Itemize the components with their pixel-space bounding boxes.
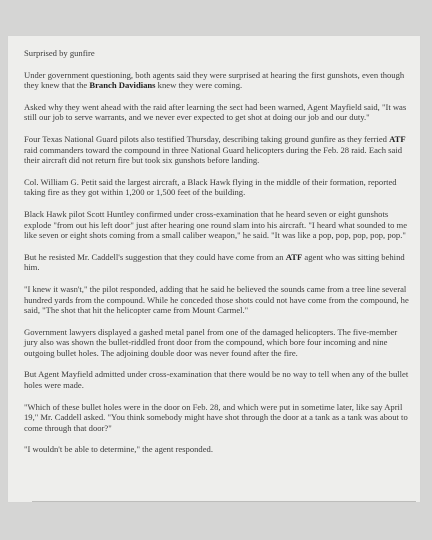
paragraph-1: [24, 70, 412, 91]
paragraph-7: "I knew it wasn't," the pilot responded, adding that he said he believed the sounds came from a tree line several hundred yards from the compound. While he conceded those shots could not have come from the compound, he said, "The shot that hit the helicopter came from Mount Carmel.": [24, 283, 409, 316]
paragraph-11: "I wouldn't be able to determine," the agent responded.: [24, 444, 213, 455]
paragraph-4: Col. William G. Petit said the largest aircraft, a Black Hawk flying in the middle of their formation, reported taking fire as they got within 1,200 or 1,500 feet of the building.: [24, 176, 397, 198]
paragraph-10: "Which of these bullet holes were in the door on Feb. 28, and which were put in sometime later, like say April 19," Mr. Caddell asked. "You think somebody might have shot through the door at a tank as a tank was about to come through that door?": [24, 401, 408, 433]
paragraph-1-text-a: Under government questioning, both agents said they were surprised at hearing the first gunshots, even though they knew that the: [24, 69, 405, 91]
atf-emphasis: ATF: [285, 251, 303, 262]
paragraph-6-text-a: But he resisted Mr. Caddell's suggestion that they could have come from an: [24, 251, 286, 262]
paragraph-6: [24, 252, 412, 273]
paragraph-3: [24, 134, 412, 166]
scanned-page: [8, 36, 420, 502]
paragraph-8: Government lawyers displayed a gashed metal panel from one of the damaged helicopters. The five-member jury also was shown the bullet-riddled front door from the compound, which bore four incoming and nine outgoing bullet holes. The adjoining double door was never found after the fire.: [24, 326, 398, 358]
article-heading: Surprised by gunfire: [24, 48, 95, 58]
paragraph-3-text-c: raid commanders toward the compound in three National Guard helicopters during the Feb. 28 raid. Each said their aircraft did not return fire but took six gunshots before landing.: [24, 144, 403, 166]
paragraph-9: But Agent Mayfield admitted under cross-examination that there would be no way to tell when any of the bullet holes were made.: [24, 369, 409, 391]
paragraph-3-text-a: Four Texas National Guard pilots also testified Thursday, describing taking ground gunfire as they ferried: [24, 133, 390, 144]
paragraph-2: Asked why they went ahead with the raid after learning the sect had been warned, Agent Mayfield said, "It was still our job to serve warrants, and we never ever expected to get shot at doing our job and our duty.": [24, 101, 407, 123]
paragraph-5: Black Hawk pilot Scott Huntley confirmed under cross-examination that he heard seven or eight gunshots explode "from out his left door" just after hearing one round slam into his aircraft. "I heard what sounded to me like seven or eight shots coming from a small caliber weapon," he said. "It was like a pop, pop, pop, pop, pop.": [24, 208, 408, 241]
branch-davidians-emphasis: Branch Davidians: [89, 80, 156, 91]
article-body: [24, 48, 412, 462]
bottom-divider: [32, 501, 416, 502]
paragraph-6-text-c: agent who was sitting behind him.: [24, 251, 405, 273]
atf-emphasis: ATF: [389, 133, 406, 144]
paragraph-1-text-c: knew they were coming.: [155, 80, 243, 91]
